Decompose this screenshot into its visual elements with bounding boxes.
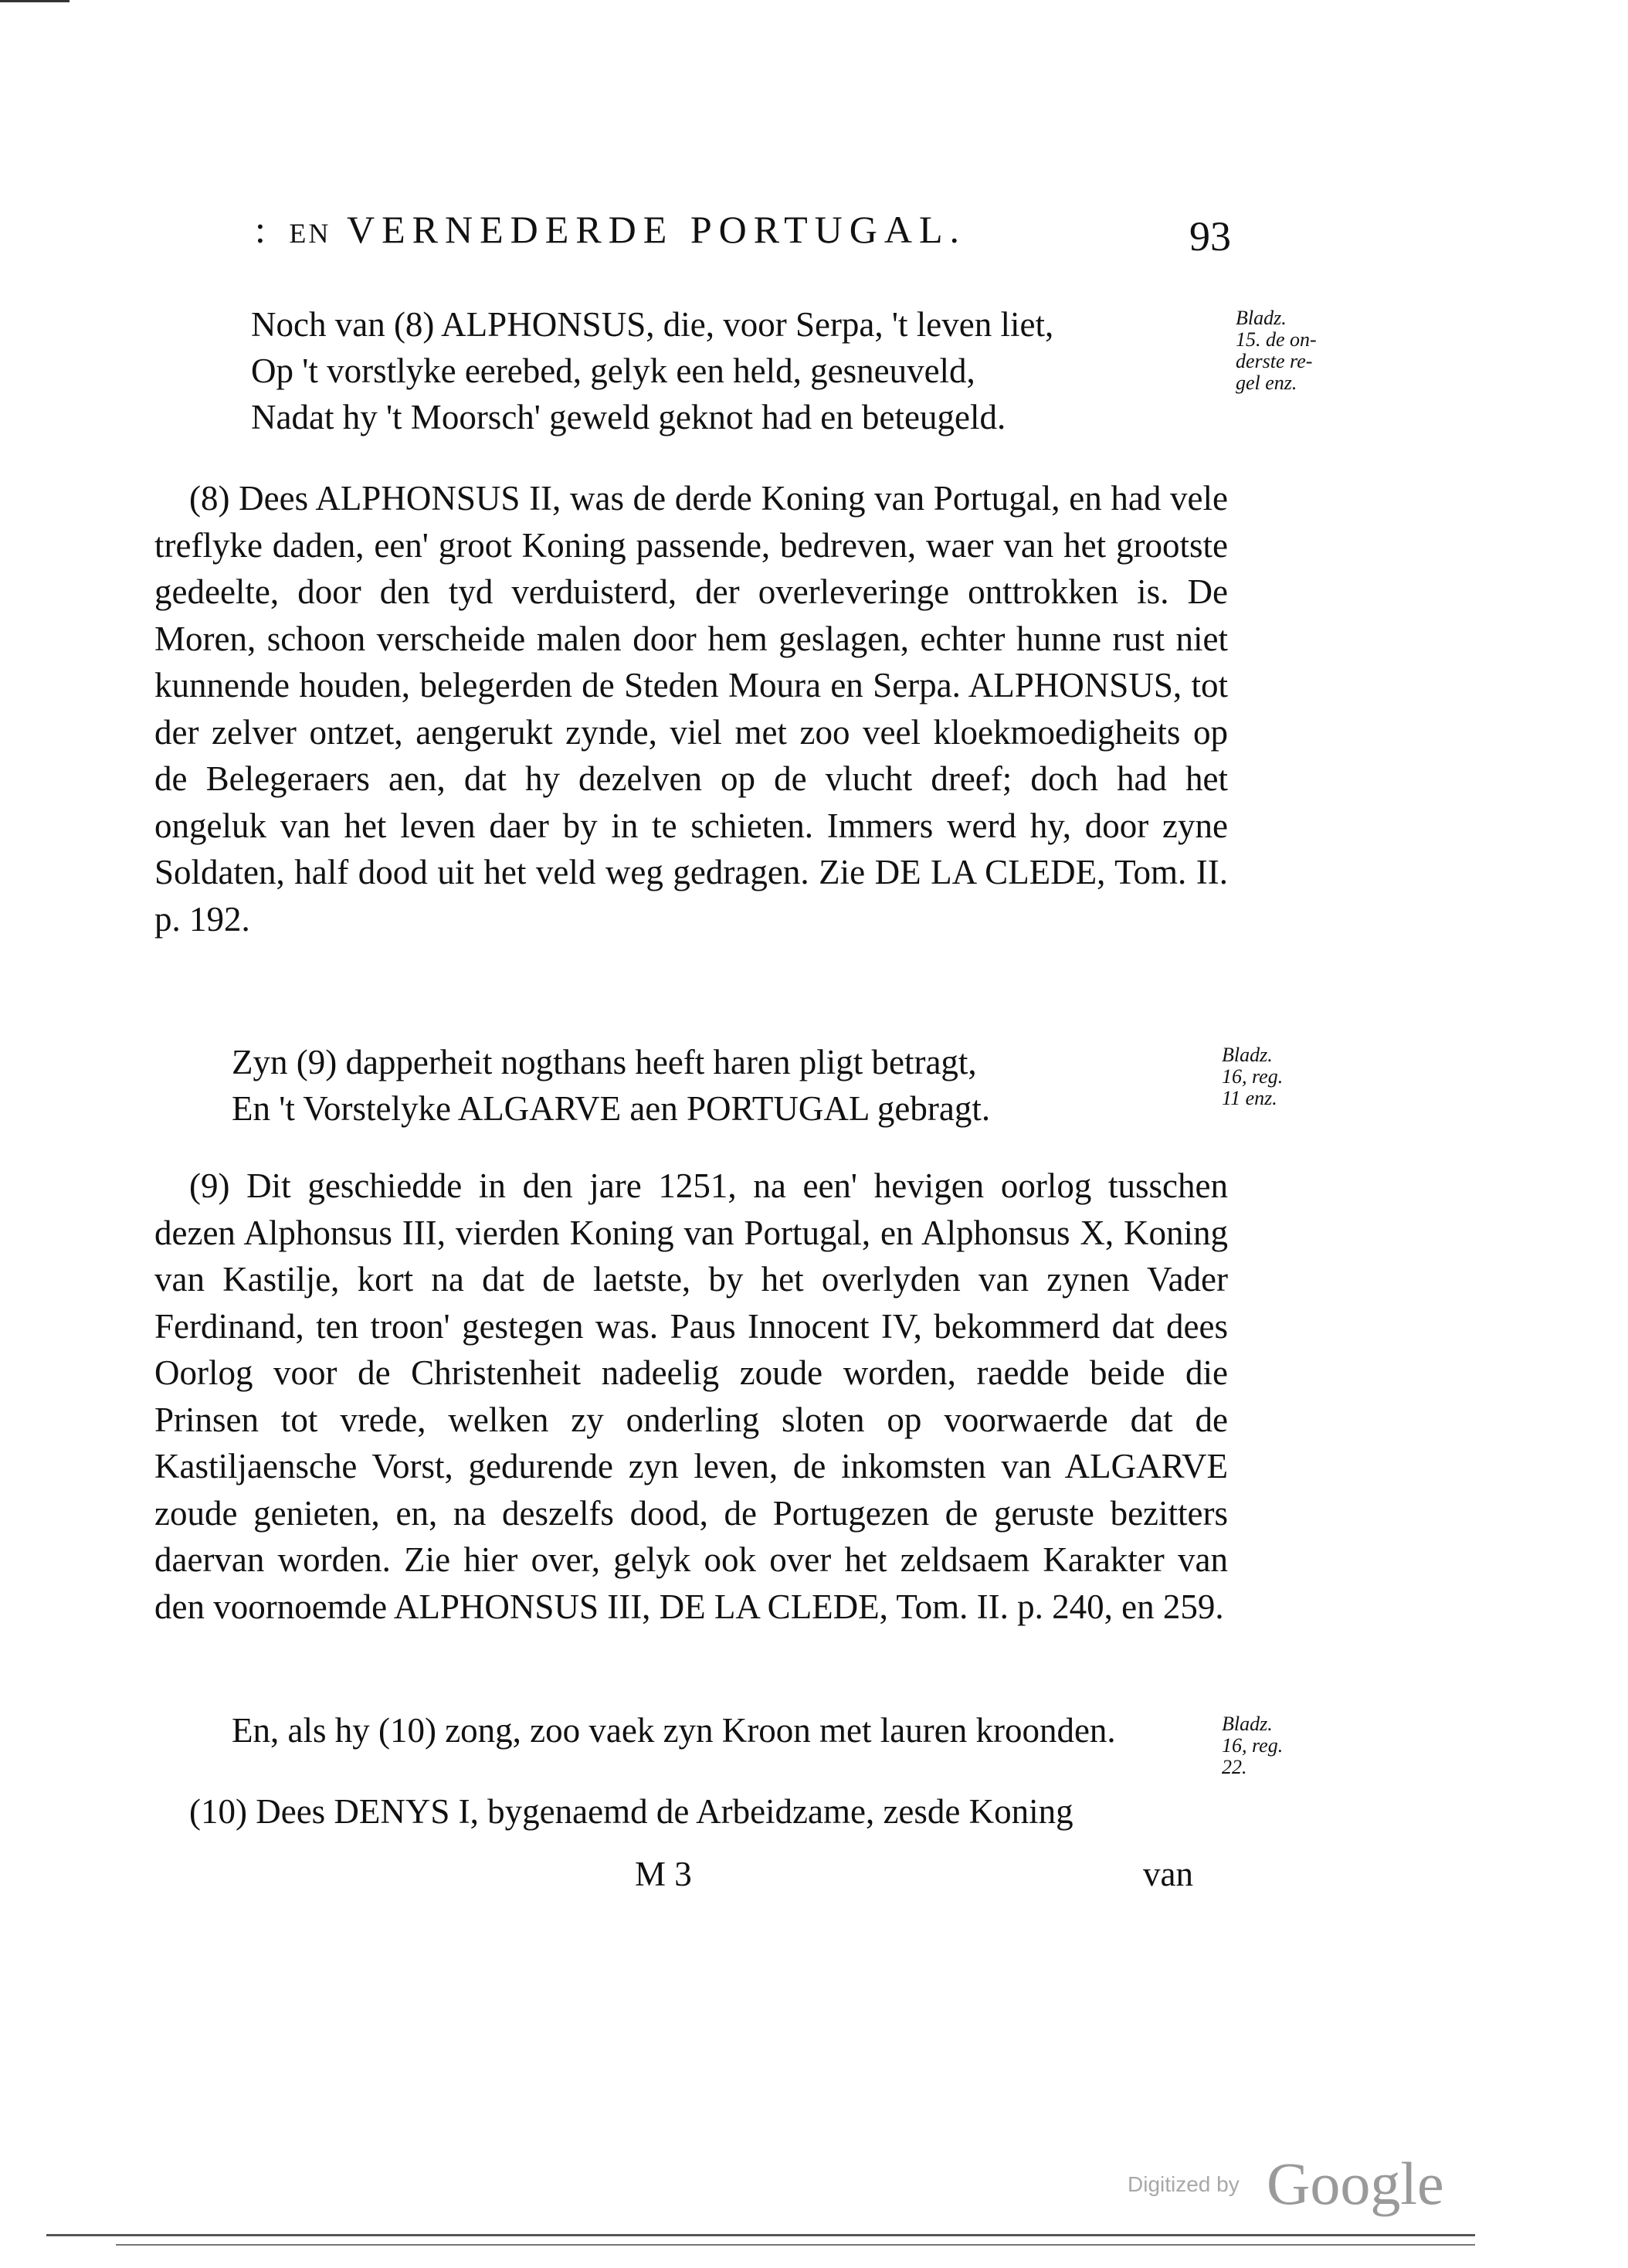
page-number: 93: [1189, 213, 1231, 260]
digitized-by-label: Digitized by: [1128, 2172, 1240, 2196]
verse-line-5: En 't Vorstelyke ALGARVE aen PORTUGAL gebragt.: [232, 1089, 991, 1128]
footnote-9-text: (9) Dit geschiedde in den jare 1251, na een' hevigen oorlog tusschen dezen Alphonsus III, vierden Koning van Portugal, en Alphonsus X, Koning van Kastilje, kort na dat de laetste, by het overlyden van zynen Vader Ferdinand, ten troon' gestegen was. Paus Innocent IV, bekommerd dat dees Oorlog voor de Christenheit nadeelig zoude worden, raedde beide die Prinsen tot vrede, welken zy onderling sloten op voorwaerde dat de Kastiljaensche Vorst, gedurende zyn leven, de inkomsten van ALGARVE zoude genieten, en, na deszelfs dood, de Portugezen de geruste bezitters daervan worden. Zie hier over, gelyk ook over het zeldsaem Karakter van den voornoemde ALPHONSUS III, DE LA CLEDE, Tom. II. p. 240, en 259.: [154, 1166, 1228, 1626]
margin-note-line: 16, reg.: [1222, 1734, 1284, 1757]
top-edge-rule: [0, 0, 70, 2]
footnote-10: [154, 1788, 1228, 1835]
margin-note-2: [1222, 1044, 1283, 1109]
verse-line-4: Zyn (9) dapperheit nogthans heeft haren pligt betragt,: [232, 1043, 977, 1081]
margin-note-line: Bladz.: [1222, 1044, 1273, 1066]
margin-note-line: 22.: [1222, 1756, 1247, 1778]
google-watermark: Google: [1267, 2150, 1444, 2217]
margin-note-line: derste re-: [1236, 350, 1313, 372]
margin-note-line: Bladz.: [1236, 307, 1287, 329]
bottom-edge-rule-2: [116, 2244, 1475, 2246]
footnote-8: [154, 475, 1228, 942]
running-header: [255, 207, 966, 252]
margin-note-1: [1236, 307, 1317, 394]
catchword: van: [1143, 1855, 1193, 1893]
verse-line-2: Op 't vorstlyke eerebed, gelyk een held, gesneuveld,: [251, 351, 975, 390]
margin-note-line: gel enz.: [1236, 372, 1297, 394]
footnote-8-text: (8) Dees ALPHONSUS II, was de derde Koning van Portugal, en had vele treflyke daden, een' groot Koning passende, bedreven, waer van het grootste gedeelte, door den tyd verduisterd, der overleveringe onttrokken is. De Moren, schoon verscheide malen door hem geslagen, echter hunne rust niet kunnende houden, belegerden de Steden Moura en Serpa. ALPHONSUS, tot der zelver ontzet, aengerukt zynde, viel met zoo veel kloekmoedigheits op de Belegeraers aen, dat hy dezelven op de vlucht dreef; doch had het ongeluk van het leven daer by in te schieten. Immers werd hy, door zyne Soldaten, half dood uit het veld weg gedragen. Zie DE LA CLEDE, Tom. II. p. 192.: [154, 479, 1228, 939]
footnote-9: [154, 1163, 1228, 1630]
signature-mark: M 3: [635, 1855, 692, 1893]
verse-line-6: En, als hy (10) zong, zoo vaek zyn Kroon met lauren kroonden.: [232, 1711, 1116, 1750]
footnote-10-text: (10) Dees DENYS I, bygenaemd de Arbeidzame, zesde Koning: [189, 1792, 1073, 1831]
header-left-mark: :: [255, 208, 273, 251]
verse-line-1: Noch van (8) ALPHONSUS, die, voor Serpa, 't leven liet,: [251, 305, 1054, 344]
margin-note-3: [1222, 1713, 1283, 1778]
margin-note-line: 15. de on-: [1236, 328, 1317, 351]
margin-note-line: 16, reg.: [1222, 1065, 1284, 1088]
header-en: EN: [289, 218, 331, 249]
margin-note-line: Bladz.: [1222, 1713, 1273, 1735]
margin-note-line: 11 enz.: [1222, 1087, 1277, 1109]
header-title: VERNEDERDE PORTUGAL.: [347, 208, 966, 251]
verse-line-3: Nadat hy 't Moorsch' geweld geknot had en beteugeld.: [251, 398, 1006, 436]
bottom-edge-rule: [46, 2234, 1475, 2236]
